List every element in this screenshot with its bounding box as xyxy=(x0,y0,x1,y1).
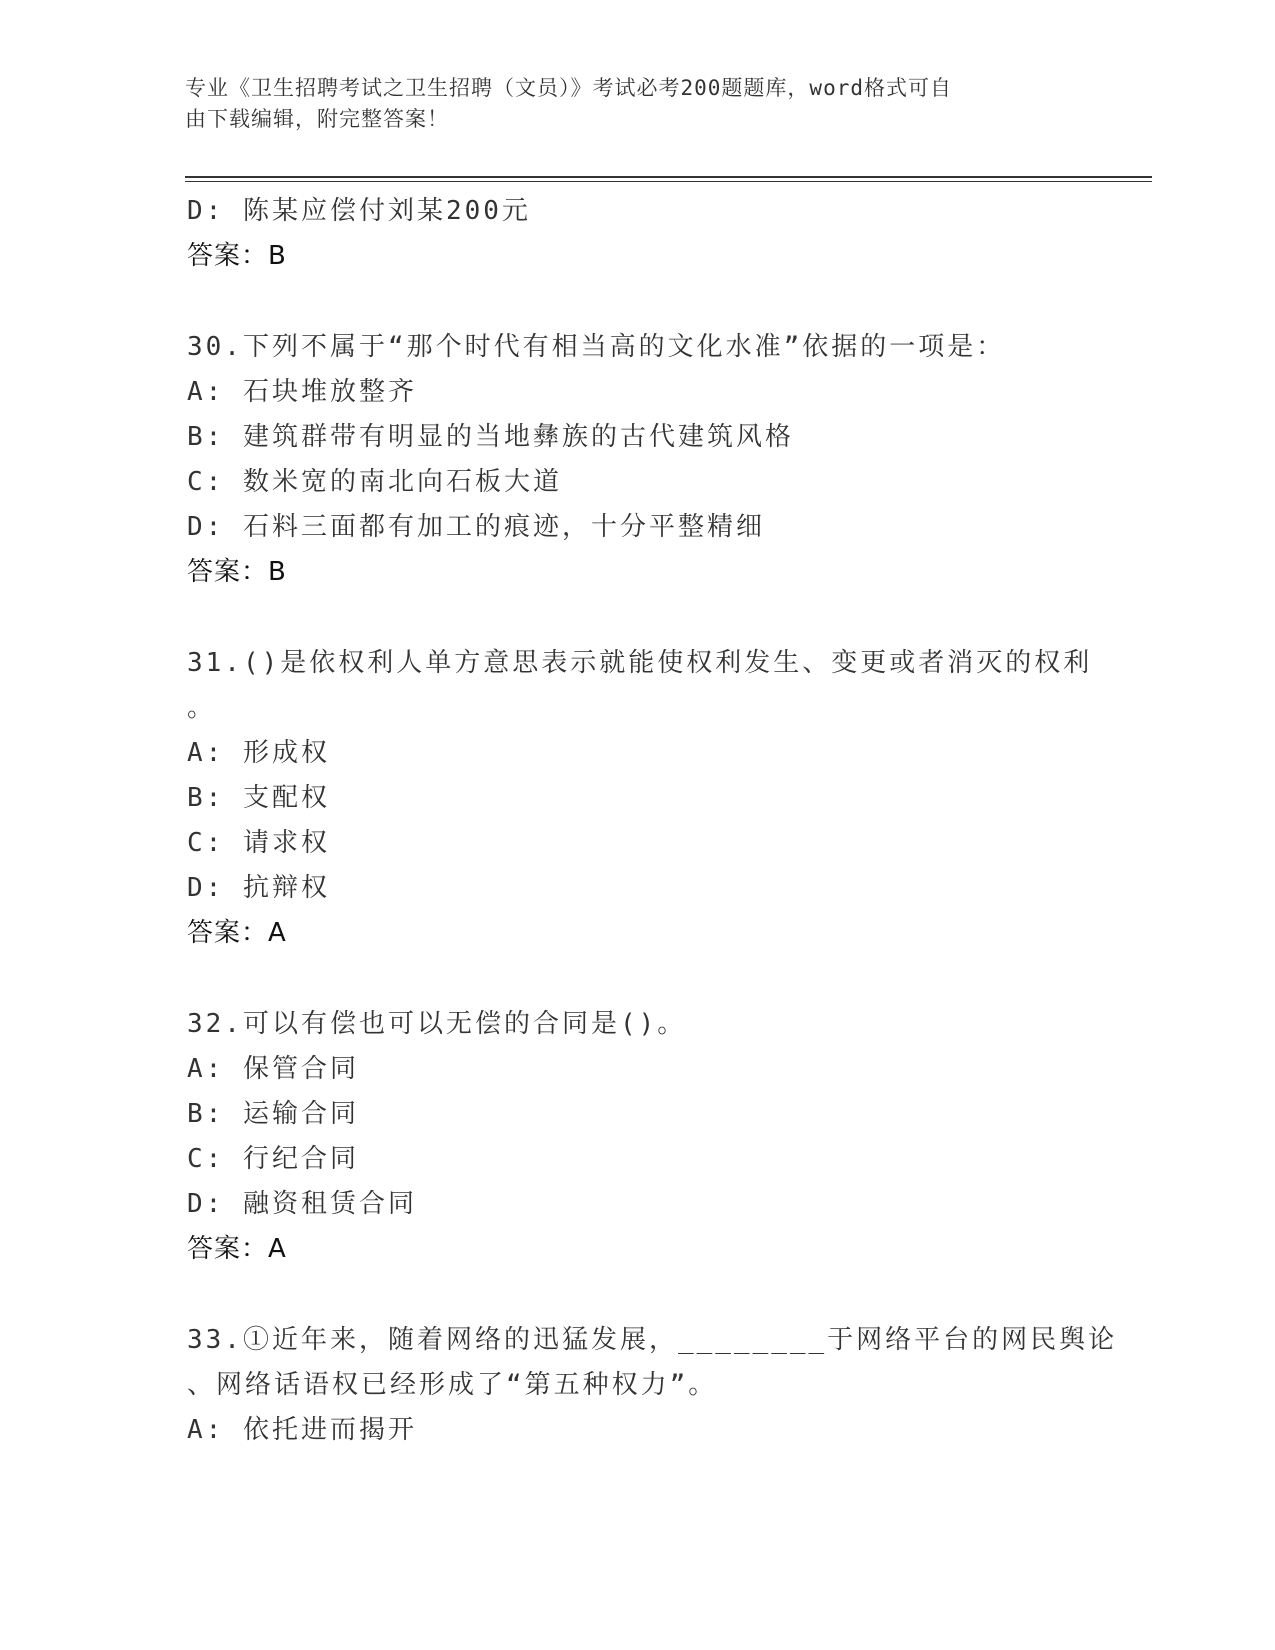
question-33 xyxy=(187,1318,1118,1453)
header-divider-thin xyxy=(185,181,1152,182)
q30-answer: 答案：B xyxy=(187,557,287,587)
q30-option-a: A: 石块堆放整齐 xyxy=(187,377,417,407)
spacer xyxy=(187,1272,1087,1318)
q33-question-line-2: 、网络话语权已经形成了“第五种权力”。 xyxy=(187,1370,718,1400)
header-divider-thick xyxy=(185,176,1152,178)
spacer xyxy=(187,956,1087,1002)
q33-question-line-1: 33.①近年来，随着网络的迅猛发展，________于网络平台的网民舆论 xyxy=(187,1325,1118,1355)
question-29 xyxy=(187,189,1087,279)
spacer xyxy=(187,279,1087,325)
q32-option-b: B: 运输合同 xyxy=(187,1099,359,1129)
header-line-1: 专业《卫生招聘考试之卫生招聘（文员）》考试必考200题题库，word格式可自 xyxy=(185,76,952,100)
q31-option-c: C: 请求权 xyxy=(187,828,330,858)
q32-option-d: D: 融资租赁合同 xyxy=(187,1189,417,1219)
header-line-2: 由下载编辑，附完整答案！ xyxy=(185,107,449,131)
q30-option-c: C: 数米宽的南北向石板大道 xyxy=(187,467,562,497)
q30-option-d: D: 石料三面都有加工的痕迹，十分平整精细 xyxy=(187,512,765,542)
q30-option-b: B: 建筑群带有明显的当地彝族的古代建筑风格 xyxy=(187,422,794,452)
q29-option-d: D: 陈某应偿付刘某200元 xyxy=(187,196,531,226)
question-32 xyxy=(187,1002,1087,1272)
q32-answer: 答案：A xyxy=(187,1234,287,1264)
question-30 xyxy=(187,325,1087,595)
q32-option-a: A: 保管合同 xyxy=(187,1054,359,1084)
spacer xyxy=(187,595,1087,641)
q31-question-line-2: 。 xyxy=(187,693,217,723)
q31-option-a: A: 形成权 xyxy=(187,738,330,768)
q29-answer: 答案：B xyxy=(187,241,287,271)
q32-question: 32.可以有偿也可以无偿的合同是()。 xyxy=(187,1009,687,1039)
q32-option-c: C: 行纪合同 xyxy=(187,1144,359,1174)
q31-question-line-1: 31.()是依权利人单方意思表示就能使权利发生、变更或者消灭的权利 xyxy=(187,648,1093,678)
question-list xyxy=(187,189,1118,1453)
q31-option-b: B: 支配权 xyxy=(187,783,330,813)
q31-answer: 答案：A xyxy=(187,918,287,948)
q30-question: 30.下列不属于“那个时代有相当高的文化水准”依据的一项是： xyxy=(187,332,1006,362)
q33-option-a: A: 依托进而揭开 xyxy=(187,1415,417,1445)
q31-option-d: D: 抗辩权 xyxy=(187,873,330,903)
question-31 xyxy=(187,641,1093,956)
document-header xyxy=(185,73,1065,135)
